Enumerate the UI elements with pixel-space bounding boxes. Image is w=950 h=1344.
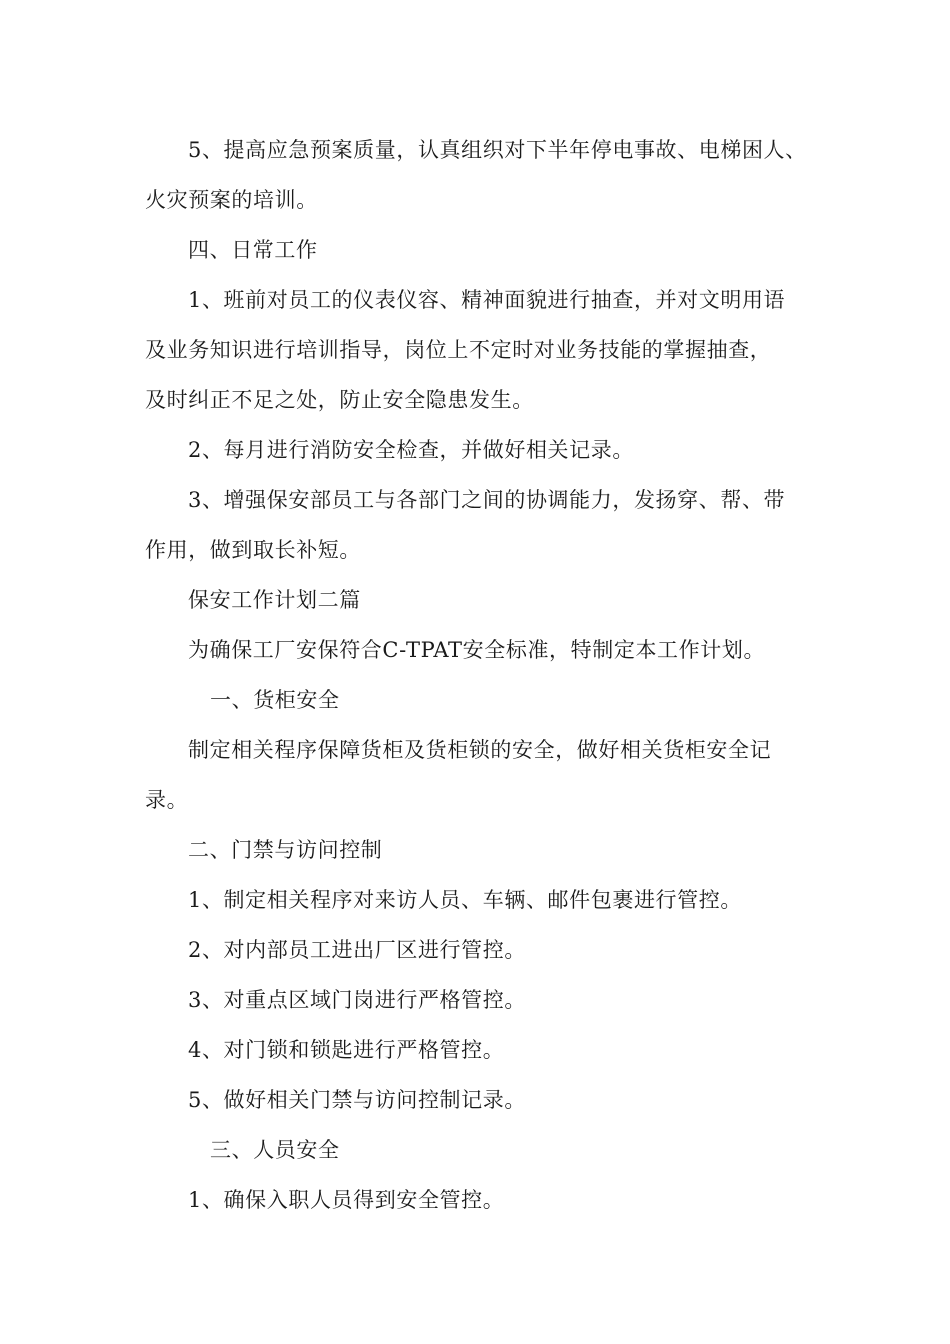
- document-subtitle: 保安工作计划二篇: [188, 588, 361, 612]
- paragraph-line: 3、增强保安部员工与各部门之间的协调能力，发扬穿、帮、带: [188, 488, 786, 512]
- section-heading: 三、人员安全: [210, 1138, 340, 1162]
- paragraph-line: 为确保工厂安保符合C-TPAT安全标准，特制定本工作计划。: [188, 638, 766, 662]
- paragraph-line: 2、每月进行消防安全检查，并做好相关记录。: [188, 438, 634, 462]
- paragraph-line: 制定相关程序保障货柜及货柜锁的安全，做好相关货柜安全记: [188, 738, 772, 762]
- paragraph-line: 5、提高应急预案质量，认真组织对下半年停电事故、电梯困人、: [188, 138, 807, 162]
- paragraph-line: 2、对内部员工进出厂区进行管控。: [188, 938, 526, 962]
- paragraph-line: 火灾预案的培训。: [145, 188, 318, 212]
- paragraph-line: 及业务知识进行培训指导，岗位上不定时对业务技能的掌握抽查，: [145, 338, 772, 362]
- paragraph-line: 及时纠正不足之处，防止安全隐患发生。: [145, 388, 534, 412]
- paragraph-line: 4、对门锁和锁匙进行严格管控。: [188, 1038, 505, 1062]
- paragraph-line: 1、确保入职人员得到安全管控。: [188, 1188, 505, 1212]
- section-heading: 一、货柜安全: [210, 688, 340, 712]
- paragraph-line: 5、做好相关门禁与访问控制记录。: [188, 1088, 526, 1112]
- paragraph-line: 录。: [145, 788, 189, 812]
- paragraph-line: 3、对重点区域门岗进行严格管控。: [188, 988, 526, 1012]
- paragraph-line: 1、制定相关程序对来访人员、车辆、邮件包裹进行管控。: [188, 888, 742, 912]
- paragraph-line: 作用，做到取长补短。: [145, 538, 361, 562]
- paragraph-line: 1、班前对员工的仪表仪容、精神面貌进行抽查，并对文明用语: [188, 288, 786, 312]
- section-heading: 二、门禁与访问控制: [188, 838, 383, 862]
- section-heading: 四、日常工作: [188, 238, 318, 262]
